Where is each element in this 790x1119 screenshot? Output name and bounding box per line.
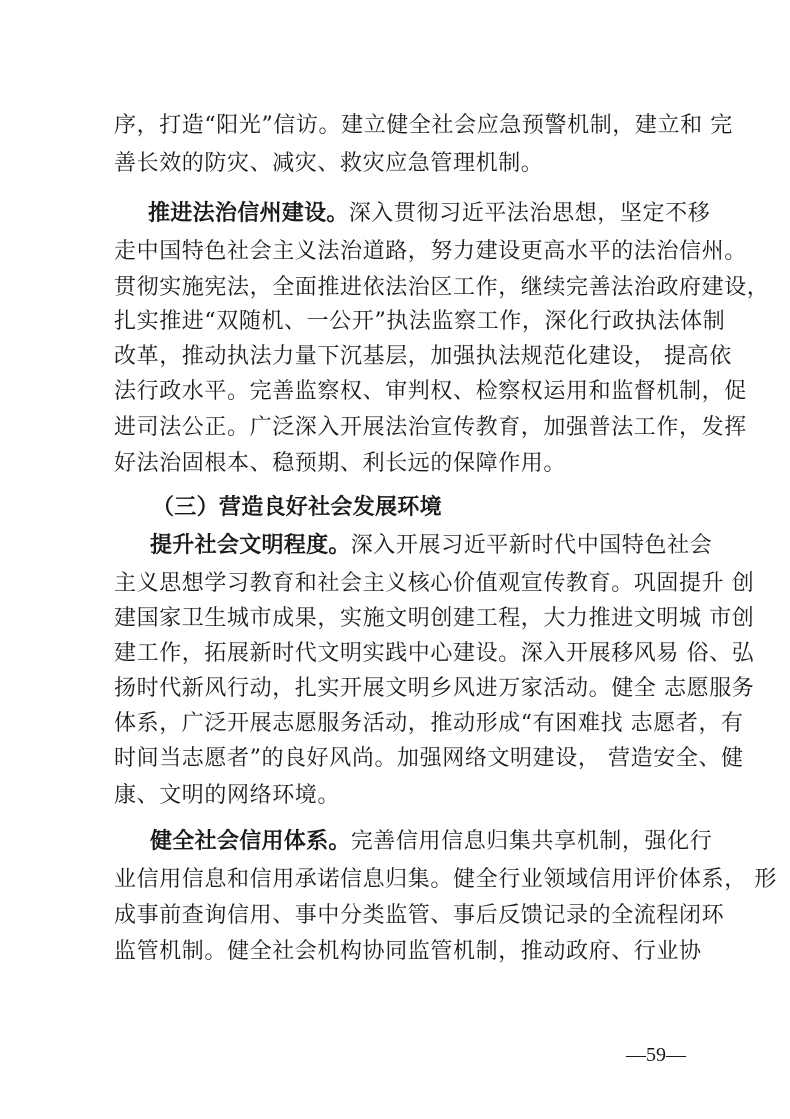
text-line: [114, 112, 733, 140]
body-text: 扎实推进“双随机、一公开”执法监察工作，深化行政执法体制: [114, 309, 726, 334]
text-line: [114, 450, 566, 478]
body-text: 深入开展习近平新时代中国特色社会: [350, 533, 713, 558]
body-text: 好法治固根本、稳预期、利长远的保障作用。: [114, 451, 567, 476]
text-line: [114, 378, 747, 406]
body-text: 完善信用信息归集共享机制，强化行: [350, 829, 713, 854]
text-line: [150, 532, 712, 560]
body-text: 善长效的防灾、减灾、救灾应急管理机制。: [114, 151, 544, 176]
body-text: 时间当志愿者”的良好风尚。加强网络文明建设， 营造安全、健: [114, 746, 744, 771]
text-line: [114, 274, 769, 302]
body-text: 康、文明的网络环境。: [114, 783, 341, 808]
page-number: —59—: [626, 1044, 686, 1066]
text-line: [152, 494, 442, 522]
text-line: [114, 605, 754, 633]
body-text: 扬时代新风行动，扎实开展文明乡风进万家活动。健全 志愿服务: [114, 676, 755, 701]
text-line: [114, 710, 744, 738]
bold-heading-text: 推进法治信州建设。: [148, 201, 349, 226]
text-line: [114, 343, 732, 371]
text-line: [114, 745, 744, 773]
text-line: [114, 150, 543, 178]
text-line: [148, 200, 710, 228]
body-text: 序，打造“阳光”信访。建立健全社会应急预警机制，建立和 完: [114, 113, 733, 138]
body-text: 监管机制。健全社会机构协同监管机制，推动政府、行业协: [114, 939, 702, 964]
text-line: [150, 828, 712, 856]
body-text: 成事前查询信用、事中分类监管、事后反馈记录的全流程闭环: [114, 903, 725, 928]
text-line: [114, 902, 724, 930]
text-line: [114, 938, 702, 966]
body-text: 改革，推动执法力量下沉基层，加强执法规范化建设， 提高依: [114, 344, 732, 369]
body-text: 深入贯彻习近平法治思想，坚定不移: [348, 201, 711, 226]
body-text: 走中国特色社会主义法治道路，努力建设更高水平的法治信州。: [114, 239, 747, 264]
body-text: 主义思想学习教育和社会主义核心价值观宣传教育。巩固提升 创: [114, 571, 755, 596]
text-line: [114, 640, 754, 668]
bold-heading-text: （三）营造良好社会发展环境: [152, 495, 442, 520]
body-text: 业信用信息和信用承诺信息归集。健全行业领域信用评价体系， 形: [114, 867, 777, 892]
text-line: [114, 570, 754, 598]
text-line: [114, 308, 725, 336]
body-text: 进司法公正。广泛深入开展法治宣传教育，加强普法工作，发挥: [114, 415, 747, 440]
text-line: [114, 238, 747, 266]
text-line: [114, 782, 340, 810]
body-text: 建国家卫生城市成果，实施文明创建工程，大力推进文明城 市创: [114, 606, 755, 631]
body-text: 体系，广泛开展志愿服务活动，推动形成“有困难找 志愿者，有: [114, 711, 744, 736]
bold-heading-text: 健全社会信用体系。: [150, 829, 351, 854]
text-line: [114, 414, 747, 442]
text-line: [114, 675, 754, 703]
text-line: [114, 866, 777, 894]
body-text: 法行政水平。完善监察权、审判权、检察权运用和监督机制，促: [114, 379, 747, 404]
body-text: 建工作，拓展新时代文明实践中心建设。深入开展移风易 俗、弘: [114, 641, 755, 666]
body-text: 贯彻实施宪法，全面推进依法治区工作，继续完善法治政府建设，: [114, 275, 770, 300]
bold-heading-text: 提升社会文明程度。: [150, 533, 351, 558]
